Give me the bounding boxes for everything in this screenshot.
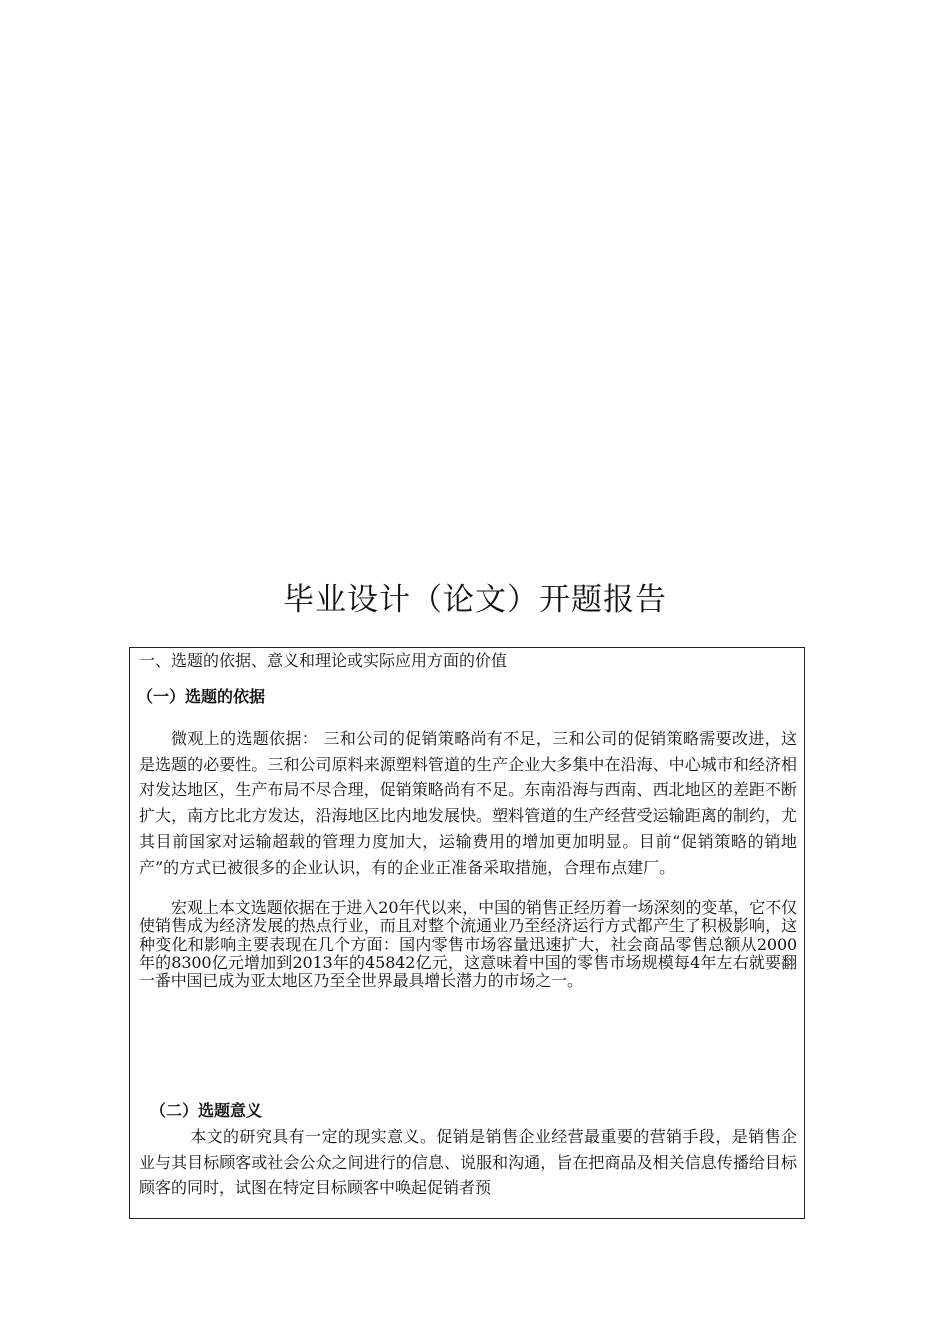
paragraph-significance: 本文的研究具有一定的现实意义。促销是销售企业经营最重要的营销手段，是销售企业与其目标顾客或社会公众之间进行的信息、说服和沟通，旨在把商品及相关信息传播给目标顾客的同时，试图在特定目标顾客中唤起促销者预 <box>139 1127 797 1197</box>
paragraph-micro-basis: 微观上的选题依据： 三和公司的促销策略尚有不足，三和公司的促销策略需要改进，这是选题的必要性。三和公司原料来源塑料管道的生产企业大多集中在沿海、中心城市和经济相对发达地区，生产布局不尽合理，促销策略尚有不足。东南沿海与西南、西北地区的差距不断扩大，南方比北方发达，沿海地区比内地发展快。塑料管道的生产经营受运输距离的制约，尤其目前国家对运输超载的管理力度加大，运输费用的增加更加明显。目前“促销策略的销地产”的方式已被很多的企业认识，有的企业正准备采取措施，合理布点建厂。 <box>139 729 797 877</box>
subsection-heading-significance: （二）选题意义 <box>150 1101 263 1120</box>
subsection-heading-basis: （一）选题的依据 <box>137 687 266 706</box>
document-title: 毕业设计（论文）开题报告 <box>283 582 667 618</box>
section-heading: 一、选题的依据、意义和理论或实际应用方面的价值 <box>139 651 508 670</box>
paragraph-macro-basis: 宏观上本文选题依据在于进入20年代以来，中国的销售正经历着一场深刻的变革，它不仅使销售成为经济发展的热点行业，而且对整个流通业乃至经济运行方式都产生了积极影响，这种变化和影响主要表现在几个方面：国内零售市场容量迅速扩大，社会商品零售总额从2000年的8300亿元增加到2013年的45842亿元，这意味着中国的零售市场规模每4年左右就要翻一番中国已成为亚太地区乃至全世界最具增长潜力的市场之一。 <box>139 898 797 991</box>
report-content-box <box>129 647 805 1219</box>
